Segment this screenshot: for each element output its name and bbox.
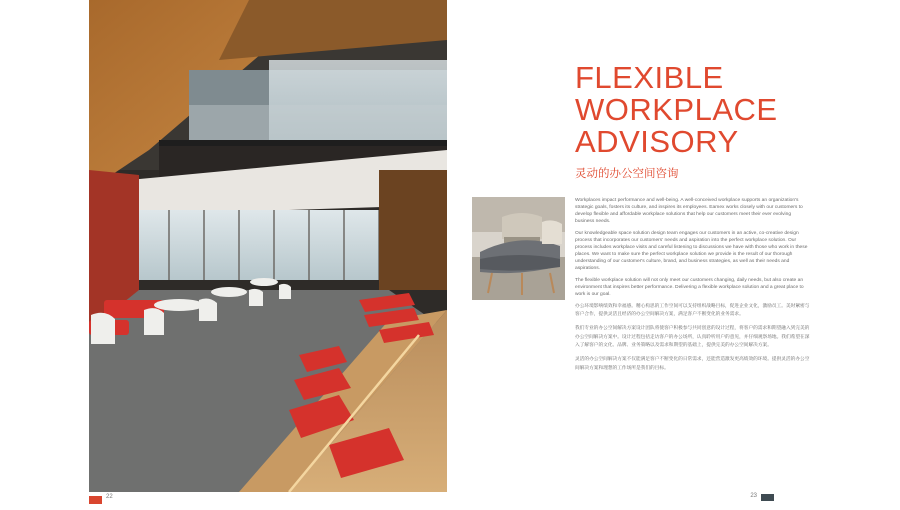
title-line-1: FLEXIBLE [575, 60, 724, 95]
lounge-chair-photo [472, 197, 565, 300]
left-page [89, 0, 447, 510]
page-marker-right [761, 494, 774, 501]
title-line-2: WORKPLACE [575, 92, 778, 127]
page-number-right: 23 [750, 493, 757, 499]
paragraph-zh-1: 办公环境影响绩效和幸福感。精心构思的工作空间可以支持组织战略目标，促进企业文化，激励员工。美时紧密与客户合作，提供灵活且经济的办公空间解决方案，满足客户不断变化的业务需求。 [575, 304, 810, 318]
body-text [575, 197, 811, 379]
paragraph-zh-2: 我们专业的办公空间解决方案设计团队将使客户积极参与共同创意的设计过程，将客户的需求和期望融入到完美的办公空间解决方案中。设计过程包括走访客户的办公场所，认真聆听用户的意见，并仔细观察场地。我们希望在深入了解客户的文化、品牌、业务策略以及需求和期望的基础上，提供完美的办公空间解决方案。 [575, 326, 810, 349]
page-marker-left [89, 496, 102, 504]
page-number-left: 22 [106, 494, 113, 500]
title-line-3: ADVISORY [575, 124, 739, 159]
paragraph-en-3: The flexible workplace solution will not only meet our customers changing, daily needs, but also create an environment that inspires better performance. Delivering a flexible workplace solution and a great place to work is our goal. [575, 278, 804, 298]
paragraph-zh-3: 灵活的办公空间解决方案不仅能满足客户不断变化的日常需求，还能营造激发更高绩效的环境。提供灵活的办公空间解决方案和理想的工作场所是我们的目标。 [575, 357, 810, 371]
paragraph-en-2: Our knowledgeable space solution design team engages our customers in an active, co-creative design process that incorporates our customers' needs and aspiration into the perfect workplace solution. Our process includes workplace visits and careful listening to discussions we have with those who work in these places. We want to make sure the perfect workplace solution we provide is the result of our thorough understanding of our customer's culture, brand, and business strategies, as well as their needs and aspirations. [575, 230, 808, 272]
paragraph-en-1: Workplaces impact performance and well-being. A well-conceived workplace supports an organization's strategic goals, fosters its culture, and inspires its employees. Eamex works closely with our customers to develop flexible and affordable workplace solutions that help our customers meet their ever evolving business needs. [575, 198, 803, 225]
page-title [575, 62, 810, 158]
office-interior-photo [89, 0, 447, 492]
left-page-footer [89, 492, 447, 510]
page-subtitle: 灵动的办公空间咨询 [575, 166, 679, 180]
right-page [454, 0, 814, 510]
